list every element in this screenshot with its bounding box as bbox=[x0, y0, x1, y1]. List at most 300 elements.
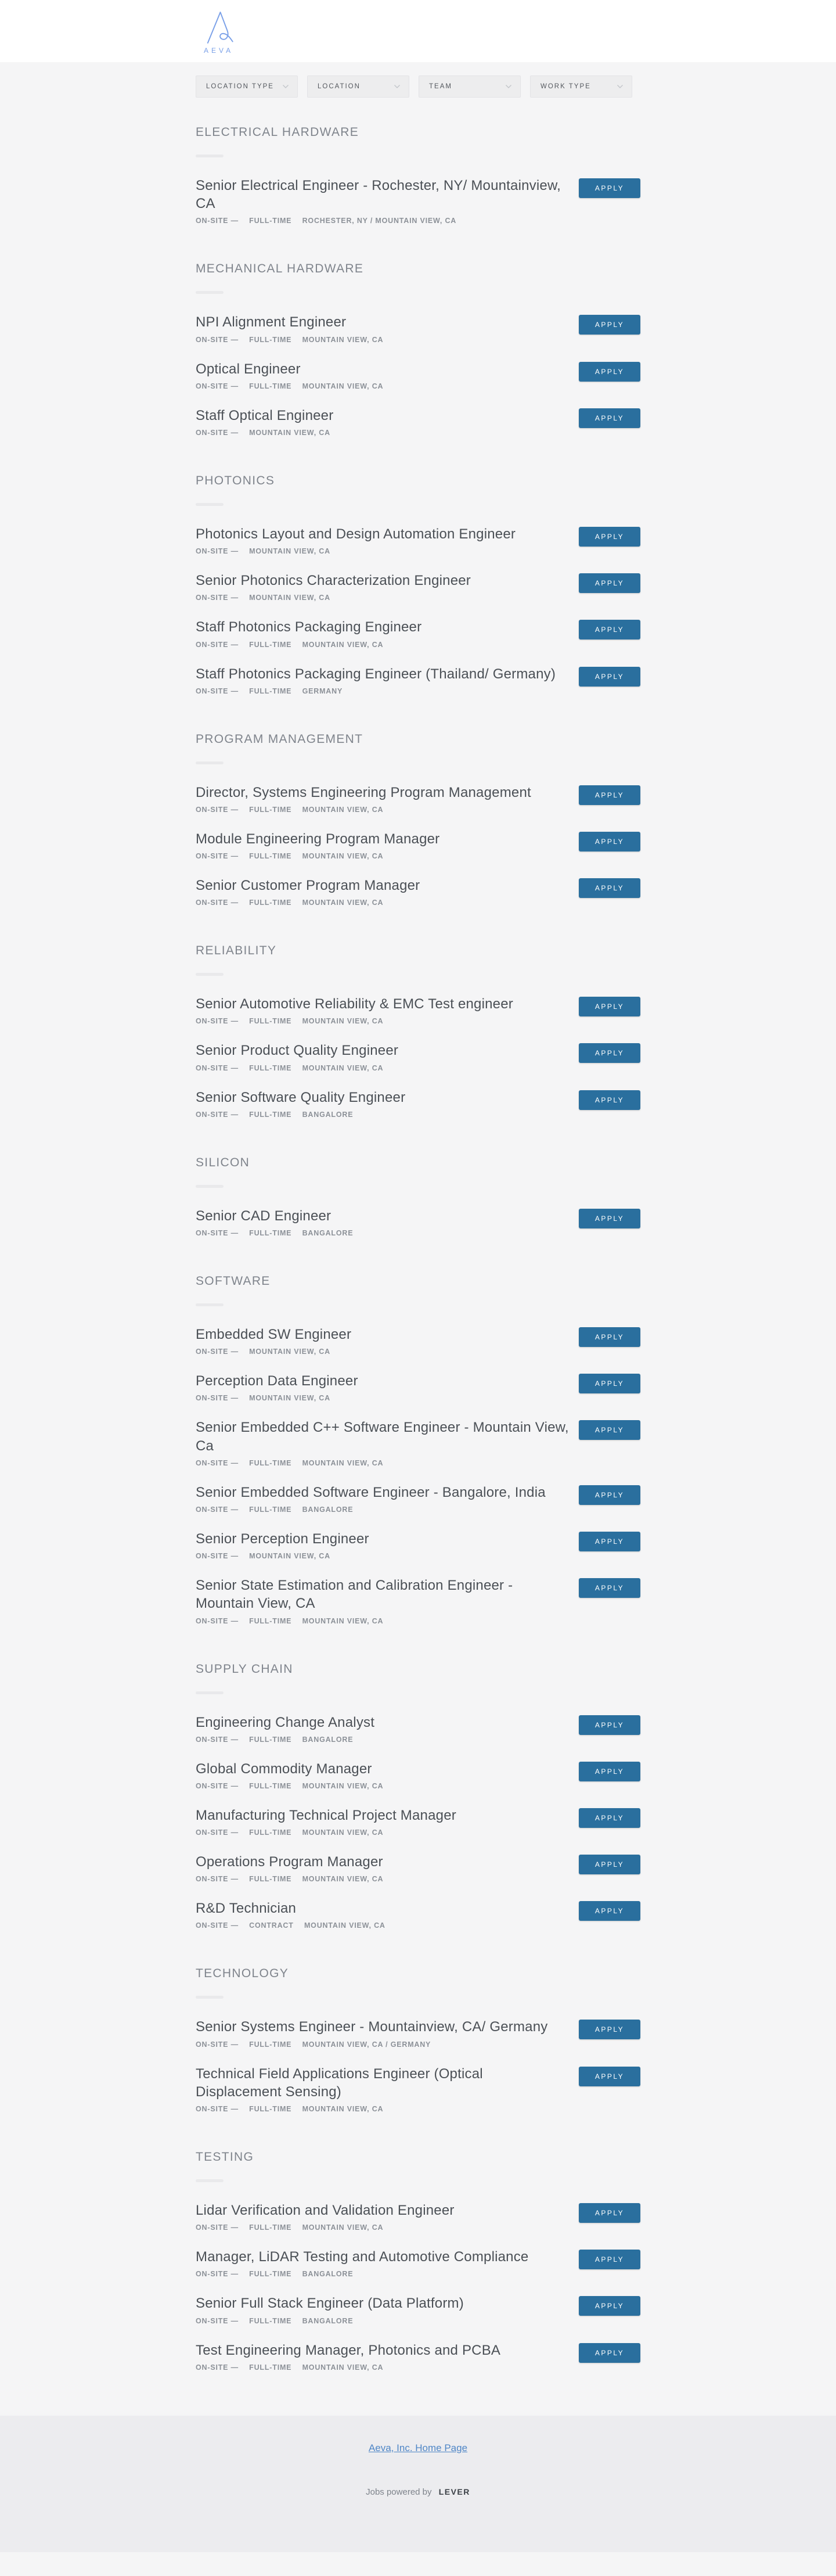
apply-button[interactable]: APPLY bbox=[579, 1715, 640, 1735]
apply-button[interactable]: APPLY bbox=[579, 362, 640, 382]
job-posting bbox=[196, 876, 640, 907]
workplace-type: ON-SITE — bbox=[196, 1921, 239, 1930]
job-posting bbox=[196, 525, 640, 555]
section-title: SILICON bbox=[196, 1155, 250, 1169]
job-title-link[interactable]: Senior Full Stack Engineer (Data Platform) bbox=[196, 2295, 464, 2312]
job-location: BANGALORE bbox=[302, 1110, 354, 1119]
workplace-type: ON-SITE — bbox=[196, 1017, 239, 1026]
apply-button[interactable]: APPLY bbox=[579, 573, 640, 593]
job-posting bbox=[196, 1088, 640, 1119]
aeva-logo-icon bbox=[206, 10, 235, 44]
job-meta bbox=[196, 1736, 374, 1744]
job-posting bbox=[196, 830, 640, 860]
commitment: FULL-TIME bbox=[249, 1616, 292, 1625]
commitment: FULL-TIME bbox=[249, 2363, 292, 2372]
lever-logo[interactable]: LEVER bbox=[438, 2487, 470, 2496]
job-title-link[interactable]: Photonics Layout and Design Automation Engineer bbox=[196, 526, 516, 542]
job-title-link[interactable]: Embedded SW Engineer bbox=[196, 1327, 352, 1342]
job-posting bbox=[196, 177, 640, 225]
job-location: BANGALORE bbox=[302, 1505, 354, 1514]
job-meta bbox=[196, 1617, 570, 1625]
workplace-type: ON-SITE — bbox=[196, 1394, 239, 1403]
job-board bbox=[0, 62, 836, 2416]
commitment: FULL-TIME bbox=[249, 2316, 292, 2325]
job-location: MOUNTAIN VIEW, CA bbox=[302, 640, 384, 649]
job-info bbox=[196, 2341, 500, 2372]
commitment: FULL-TIME bbox=[249, 335, 292, 344]
workplace-type: ON-SITE — bbox=[196, 1552, 239, 1561]
section-divider bbox=[196, 2179, 224, 2182]
job-sections bbox=[196, 105, 640, 2372]
job-title-link[interactable]: R&D Technician bbox=[196, 1900, 297, 1917]
job-category-section bbox=[196, 453, 640, 695]
job-meta bbox=[196, 687, 556, 695]
job-info bbox=[196, 1853, 383, 1883]
job-location: MOUNTAIN VIEW, CA bbox=[302, 805, 384, 814]
job-info bbox=[196, 1088, 405, 1119]
job-location: MOUNTAIN VIEW, CA bbox=[302, 1064, 384, 1072]
job-location: MOUNTAIN VIEW, CA bbox=[249, 547, 330, 556]
job-title-link[interactable]: Optical Engineer bbox=[196, 361, 301, 377]
job-category-section bbox=[196, 105, 640, 225]
section-divider bbox=[196, 155, 224, 157]
job-location: BANGALORE bbox=[302, 2270, 354, 2279]
job-posting bbox=[196, 1041, 640, 1072]
job-title-link[interactable]: Operations Program Manager bbox=[196, 1854, 383, 1870]
job-location: MOUNTAIN VIEW, CA / GERMANY bbox=[302, 2040, 431, 2049]
job-meta bbox=[196, 217, 570, 225]
section-title: ELECTRICAL HARDWARE bbox=[196, 125, 359, 139]
job-posting bbox=[196, 1899, 640, 1930]
job-location: MOUNTAIN VIEW, CA bbox=[249, 428, 330, 437]
workplace-type: ON-SITE — bbox=[196, 428, 239, 437]
job-title-link[interactable]: Staff Photonics Packaging Engineer bbox=[196, 619, 422, 635]
job-posting bbox=[196, 1372, 640, 1402]
job-title-link[interactable]: Senior Electrical Engineer - Rochester, NY/ Mountainview, CA bbox=[196, 178, 561, 212]
apply-button[interactable]: APPLY bbox=[579, 785, 640, 805]
commitment: FULL-TIME bbox=[249, 640, 292, 649]
job-list bbox=[196, 1325, 640, 1625]
apply-button[interactable]: APPLY bbox=[579, 1420, 640, 1440]
apply-button[interactable]: APPLY bbox=[579, 997, 640, 1016]
job-info bbox=[196, 876, 420, 907]
job-meta bbox=[196, 1875, 383, 1883]
filter-dropdown[interactable] bbox=[419, 76, 521, 98]
job-meta bbox=[196, 641, 421, 649]
job-meta bbox=[196, 1552, 369, 1560]
job-info bbox=[196, 2065, 570, 2113]
job-info bbox=[196, 1207, 353, 1237]
job-location: MOUNTAIN VIEW, CA bbox=[249, 1348, 330, 1356]
job-list bbox=[196, 1207, 640, 1237]
apply-button[interactable]: APPLY bbox=[579, 1578, 640, 1598]
job-posting bbox=[196, 1853, 640, 1883]
workplace-type: ON-SITE — bbox=[196, 2270, 239, 2279]
job-meta bbox=[196, 1017, 513, 1025]
filter-label: TEAM bbox=[429, 83, 452, 90]
job-posting bbox=[196, 784, 640, 814]
commitment: FULL-TIME bbox=[249, 1828, 292, 1837]
job-posting bbox=[196, 407, 640, 437]
section-title: PHOTONICS bbox=[196, 473, 275, 487]
job-posting bbox=[196, 2018, 640, 2048]
section-title: RELIABILITY bbox=[196, 944, 277, 958]
job-location: MOUNTAIN VIEW, CA bbox=[249, 594, 330, 602]
chevron-down-icon bbox=[505, 84, 512, 89]
job-info bbox=[196, 2201, 455, 2232]
apply-button[interactable]: APPLY bbox=[579, 315, 640, 335]
job-location: MOUNTAIN VIEW, CA bbox=[302, 1017, 384, 1026]
job-title-link[interactable]: Staff Photonics Packaging Engineer (Thailand/ Germany) bbox=[196, 666, 556, 682]
workplace-type: ON-SITE — bbox=[196, 1735, 239, 1744]
workplace-type: ON-SITE — bbox=[196, 1348, 239, 1356]
section-divider bbox=[196, 761, 224, 764]
job-location: MOUNTAIN VIEW, CA bbox=[302, 382, 384, 390]
job-info bbox=[196, 572, 471, 602]
apply-button[interactable]: APPLY bbox=[579, 1043, 640, 1063]
job-info bbox=[196, 618, 421, 648]
job-title-link[interactable]: Senior Perception Engineer bbox=[196, 1530, 369, 1547]
filter-label: LOCATION TYPE bbox=[206, 83, 274, 90]
workplace-type: ON-SITE — bbox=[196, 1229, 239, 1237]
filter-label: LOCATION bbox=[318, 83, 361, 90]
commitment: FULL-TIME bbox=[249, 1875, 292, 1884]
job-list bbox=[196, 995, 640, 1119]
workplace-type: ON-SITE — bbox=[196, 335, 239, 344]
footer bbox=[0, 2416, 836, 2552]
workplace-type: ON-SITE — bbox=[196, 1875, 239, 1884]
workplace-type: ON-SITE — bbox=[196, 852, 239, 861]
job-info bbox=[196, 1418, 570, 1467]
apply-button[interactable]: APPLY bbox=[579, 178, 640, 198]
apply-button[interactable]: APPLY bbox=[579, 1855, 640, 1874]
workplace-type: ON-SITE — bbox=[196, 1458, 239, 1467]
section-divider bbox=[196, 291, 224, 294]
job-meta bbox=[196, 1111, 405, 1119]
job-meta bbox=[196, 382, 383, 390]
job-title-link[interactable]: NPI Alignment Engineer bbox=[196, 314, 347, 330]
job-title-link[interactable]: Senior Photonics Characterization Engineer bbox=[196, 573, 471, 589]
commitment: FULL-TIME bbox=[249, 1229, 292, 1237]
apply-button[interactable]: APPLY bbox=[579, 1532, 640, 1551]
job-title-link[interactable]: Staff Optical Engineer bbox=[196, 407, 334, 423]
job-meta bbox=[196, 1064, 398, 1072]
job-info bbox=[196, 784, 531, 814]
job-posting bbox=[196, 1576, 640, 1625]
job-list bbox=[196, 525, 640, 695]
job-info bbox=[196, 1760, 383, 1790]
job-meta bbox=[196, 852, 439, 860]
job-title-link[interactable]: Senior Automotive Reliability & EMC Test engineer bbox=[196, 996, 513, 1012]
commitment: FULL-TIME bbox=[249, 217, 292, 225]
job-info bbox=[196, 1713, 374, 1744]
apply-button[interactable]: APPLY bbox=[579, 2296, 640, 2316]
job-location: BANGALORE bbox=[302, 1229, 354, 1237]
job-title-link[interactable]: Perception Data Engineer bbox=[196, 1373, 358, 1389]
job-meta bbox=[196, 1459, 570, 1467]
job-location: MOUNTAIN VIEW, CA bbox=[249, 1394, 330, 1403]
job-title-link[interactable]: Test Engineering Manager, Photonics and PCBA bbox=[196, 2342, 501, 2358]
job-title-link[interactable]: Senior Embedded Software Engineer - Bangalore, India bbox=[196, 1484, 546, 1500]
filter-bar bbox=[196, 62, 640, 98]
job-location: MOUNTAIN VIEW, CA bbox=[302, 1875, 384, 1884]
aeva-logo-text: AEVA bbox=[204, 46, 234, 55]
commitment: FULL-TIME bbox=[249, 899, 292, 907]
aeva-logo[interactable] bbox=[204, 0, 235, 55]
job-location: MOUNTAIN VIEW, CA bbox=[302, 2363, 384, 2372]
job-location: MOUNTAIN VIEW, CA bbox=[302, 1781, 384, 1790]
job-info bbox=[196, 830, 439, 860]
job-location: ROCHESTER, NY / MOUNTAIN VIEW, CA bbox=[302, 217, 457, 225]
job-list bbox=[196, 177, 640, 225]
workplace-type: ON-SITE — bbox=[196, 547, 239, 556]
apply-button[interactable]: APPLY bbox=[579, 2203, 640, 2223]
job-posting bbox=[196, 1530, 640, 1560]
apply-button[interactable]: APPLY bbox=[579, 832, 640, 852]
job-meta bbox=[196, 899, 420, 907]
job-title-link[interactable]: Senior Embedded C++ Software Engineer - Mountain View, Ca bbox=[196, 1420, 569, 1454]
job-location: BANGALORE bbox=[302, 1735, 354, 1744]
filter-dropdown[interactable] bbox=[196, 76, 298, 98]
job-location: MOUNTAIN VIEW, CA bbox=[302, 1828, 384, 1837]
workplace-type: ON-SITE — bbox=[196, 2363, 239, 2372]
job-location: MOUNTAIN VIEW, CA bbox=[249, 1552, 330, 1561]
section-title: SOFTWARE bbox=[196, 1274, 271, 1288]
section-divider bbox=[196, 1691, 224, 1694]
apply-button[interactable]: APPLY bbox=[579, 1485, 640, 1505]
job-posting bbox=[196, 1806, 640, 1837]
chevron-down-icon bbox=[394, 84, 401, 89]
workplace-type: ON-SITE — bbox=[196, 2316, 239, 2325]
job-category-section bbox=[196, 2129, 640, 2372]
job-meta bbox=[196, 1828, 456, 1837]
section-title: TECHNOLOGY bbox=[196, 1967, 289, 1981]
job-location: BANGALORE bbox=[302, 2316, 354, 2325]
workplace-type: ON-SITE — bbox=[196, 2105, 239, 2113]
workplace-type: ON-SITE — bbox=[196, 2040, 239, 2049]
job-location: MOUNTAIN VIEW, CA bbox=[304, 1921, 385, 1930]
job-posting bbox=[196, 313, 640, 343]
job-list bbox=[196, 1713, 640, 1930]
job-title-link[interactable]: Global Commodity Manager bbox=[196, 1761, 372, 1777]
job-meta bbox=[196, 1394, 358, 1402]
job-info bbox=[196, 1530, 369, 1560]
job-meta bbox=[196, 2105, 570, 2113]
apply-button[interactable]: APPLY bbox=[579, 2020, 640, 2039]
workplace-type: ON-SITE — bbox=[196, 594, 239, 602]
job-list bbox=[196, 313, 640, 437]
commitment: CONTRACT bbox=[249, 1921, 294, 1930]
job-meta bbox=[196, 1782, 383, 1790]
job-posting bbox=[196, 2201, 640, 2232]
job-title-link[interactable]: Manager, LiDAR Testing and Automotive Compliance bbox=[196, 2249, 529, 2265]
job-title-link[interactable]: Director, Systems Engineering Program Management bbox=[196, 784, 531, 800]
workplace-type: ON-SITE — bbox=[196, 1110, 239, 1119]
job-posting bbox=[196, 572, 640, 602]
apply-button[interactable]: APPLY bbox=[579, 2067, 640, 2086]
job-meta bbox=[196, 1506, 546, 1514]
job-list bbox=[196, 2201, 640, 2372]
commitment: FULL-TIME bbox=[249, 2223, 292, 2232]
apply-button[interactable]: APPLY bbox=[579, 1374, 640, 1393]
apply-button[interactable]: APPLY bbox=[579, 408, 640, 428]
job-meta bbox=[196, 336, 383, 344]
apply-button[interactable]: APPLY bbox=[579, 527, 640, 547]
job-info bbox=[196, 2248, 528, 2278]
workplace-type: ON-SITE — bbox=[196, 382, 239, 390]
job-info bbox=[196, 1372, 358, 1402]
commitment: FULL-TIME bbox=[249, 852, 292, 861]
chevron-down-icon bbox=[282, 84, 289, 89]
job-meta bbox=[196, 2363, 500, 2372]
job-posting bbox=[196, 1207, 640, 1237]
section-title: MECHANICAL HARDWARE bbox=[196, 262, 364, 276]
job-posting bbox=[196, 1713, 640, 1744]
apply-button[interactable]: APPLY bbox=[579, 1327, 640, 1347]
job-location: MOUNTAIN VIEW, CA bbox=[302, 2105, 384, 2113]
job-meta bbox=[196, 1348, 351, 1356]
job-title-link[interactable]: Senior Product Quality Engineer bbox=[196, 1043, 399, 1059]
job-location: MOUNTAIN VIEW, CA bbox=[302, 1458, 384, 1467]
workplace-type: ON-SITE — bbox=[196, 687, 239, 695]
workplace-type: ON-SITE — bbox=[196, 1616, 239, 1625]
section-title: SUPPLY CHAIN bbox=[196, 1662, 293, 1676]
job-title-link[interactable]: Senior Systems Engineer - Mountainview, CA/ Germany bbox=[196, 2019, 548, 2035]
job-title-link[interactable]: Senior Software Quality Engineer bbox=[196, 1089, 406, 1105]
powered-by-text: Jobs powered by bbox=[366, 2487, 432, 2497]
home-page-link[interactable]: Aeva, Inc. Home Page bbox=[368, 2442, 468, 2453]
workplace-type: ON-SITE — bbox=[196, 2223, 239, 2232]
workplace-type: ON-SITE — bbox=[196, 1781, 239, 1790]
job-info bbox=[196, 360, 383, 390]
job-location: MOUNTAIN VIEW, CA bbox=[302, 2223, 384, 2232]
commitment: FULL-TIME bbox=[249, 2040, 292, 2049]
commitment: FULL-TIME bbox=[249, 1110, 292, 1119]
job-list bbox=[196, 2018, 640, 2113]
commitment: FULL-TIME bbox=[249, 1781, 292, 1790]
apply-button[interactable]: APPLY bbox=[579, 620, 640, 639]
job-title-link[interactable]: Senior State Estimation and Calibration Engineer - Mountain View, CA bbox=[196, 1578, 513, 1612]
workplace-type: ON-SITE — bbox=[196, 1505, 239, 1514]
apply-button[interactable]: APPLY bbox=[579, 2343, 640, 2363]
workplace-type: ON-SITE — bbox=[196, 217, 239, 225]
section-divider bbox=[196, 1185, 224, 1188]
job-title-link[interactable]: Engineering Change Analyst bbox=[196, 1714, 375, 1730]
job-posting bbox=[196, 665, 640, 695]
job-posting bbox=[196, 618, 640, 648]
job-posting bbox=[196, 995, 640, 1025]
job-meta bbox=[196, 547, 516, 555]
job-location: MOUNTAIN VIEW, CA bbox=[302, 899, 384, 907]
job-title-link[interactable]: Senior CAD Engineer bbox=[196, 1208, 331, 1224]
job-meta bbox=[196, 806, 531, 814]
job-category-section bbox=[196, 923, 640, 1119]
job-meta bbox=[196, 2270, 528, 2278]
apply-button[interactable]: APPLY bbox=[579, 1090, 640, 1110]
commitment: FULL-TIME bbox=[249, 1735, 292, 1744]
section-title: TESTING bbox=[196, 2150, 254, 2164]
job-info bbox=[196, 1899, 385, 1930]
commitment: FULL-TIME bbox=[249, 2270, 292, 2279]
apply-button[interactable]: APPLY bbox=[579, 1808, 640, 1828]
workplace-type: ON-SITE — bbox=[196, 805, 239, 814]
job-title-link[interactable]: Manufacturing Technical Project Manager bbox=[196, 1807, 456, 1823]
filter-dropdown[interactable] bbox=[530, 76, 632, 98]
job-posting bbox=[196, 1760, 640, 1790]
filter-label: WORK TYPE bbox=[540, 83, 591, 90]
job-posting bbox=[196, 2248, 640, 2278]
job-info bbox=[196, 407, 333, 437]
job-meta bbox=[196, 2223, 455, 2232]
job-list bbox=[196, 784, 640, 907]
job-meta bbox=[196, 1229, 353, 1237]
apply-button[interactable]: APPLY bbox=[579, 2250, 640, 2269]
job-info bbox=[196, 525, 516, 555]
job-info bbox=[196, 313, 383, 343]
job-info bbox=[196, 1325, 351, 1356]
job-info bbox=[196, 1806, 456, 1837]
job-info bbox=[196, 177, 570, 225]
commitment: FULL-TIME bbox=[249, 805, 292, 814]
job-title-link[interactable]: Technical Field Applications Engineer (Optical Displacement Sensing) bbox=[196, 2065, 483, 2100]
job-category-section bbox=[196, 1253, 640, 1625]
job-location: MOUNTAIN VIEW, CA bbox=[302, 852, 384, 861]
workplace-type: ON-SITE — bbox=[196, 1828, 239, 1837]
job-posting bbox=[196, 1325, 640, 1356]
commitment: FULL-TIME bbox=[249, 1064, 292, 1072]
job-category-section bbox=[196, 712, 640, 907]
job-meta bbox=[196, 2040, 547, 2049]
powered-by bbox=[0, 2487, 836, 2497]
header bbox=[0, 0, 836, 62]
job-location: MOUNTAIN VIEW, CA bbox=[302, 1616, 384, 1625]
commitment: FULL-TIME bbox=[249, 687, 292, 695]
job-title-link[interactable]: Lidar Verification and Validation Engineer bbox=[196, 2203, 455, 2218]
commitment: FULL-TIME bbox=[249, 1458, 292, 1467]
section-divider bbox=[196, 973, 224, 976]
job-category-section bbox=[196, 1946, 640, 2113]
job-info bbox=[196, 1041, 398, 1072]
apply-button[interactable]: APPLY bbox=[579, 878, 640, 898]
apply-button[interactable]: APPLY bbox=[579, 1209, 640, 1228]
section-title: PROGRAM MANAGEMENT bbox=[196, 732, 363, 746]
commitment: FULL-TIME bbox=[249, 382, 292, 390]
job-category-section bbox=[196, 1135, 640, 1237]
job-info bbox=[196, 2018, 547, 2048]
job-location: GERMANY bbox=[302, 687, 343, 695]
job-meta bbox=[196, 2317, 464, 2325]
job-info bbox=[196, 1576, 570, 1625]
job-posting bbox=[196, 2294, 640, 2324]
job-info bbox=[196, 1483, 546, 1514]
section-divider bbox=[196, 503, 224, 506]
job-posting bbox=[196, 360, 640, 390]
filter-dropdown[interactable] bbox=[307, 76, 409, 98]
job-location: MOUNTAIN VIEW, CA bbox=[302, 335, 384, 344]
job-title-link[interactable]: Senior Customer Program Manager bbox=[196, 878, 420, 894]
apply-button[interactable]: APPLY bbox=[579, 1762, 640, 1781]
apply-button[interactable]: APPLY bbox=[579, 1901, 640, 1921]
job-meta bbox=[196, 1921, 385, 1930]
apply-button[interactable]: APPLY bbox=[579, 667, 640, 687]
job-title-link[interactable]: Module Engineering Program Manager bbox=[196, 831, 440, 847]
workplace-type: ON-SITE — bbox=[196, 640, 239, 649]
commitment: FULL-TIME bbox=[249, 1017, 292, 1026]
job-posting bbox=[196, 2341, 640, 2372]
workplace-type: ON-SITE — bbox=[196, 1064, 239, 1072]
job-info bbox=[196, 2294, 464, 2324]
job-posting bbox=[196, 1418, 640, 1467]
